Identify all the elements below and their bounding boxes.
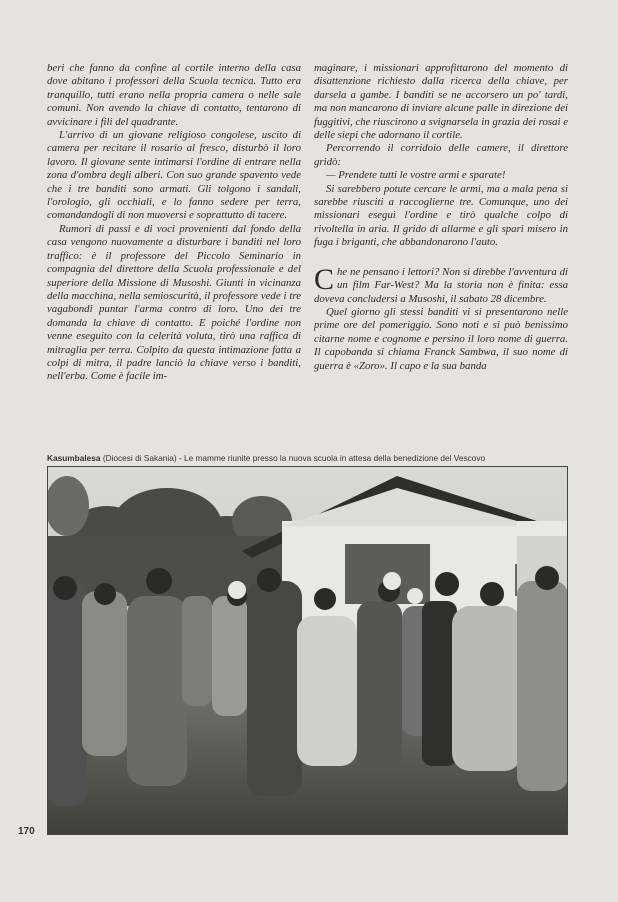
photograph: [47, 466, 568, 835]
page-number: 170: [18, 826, 35, 837]
caption-text: Le mamme riunite presso la nuova scuola in attesa della benedizione del Vescovo: [183, 453, 486, 463]
paragraph: maginare, i missionari approfittarono del momento di disattenzione richiesto dalla ricerca della chiave, per darsela a gambe. I banditi se ne accorsero un po' tardi, ma non mancarono di inviare alcune palle in direzione dei fuggitivi, che riuscirono a svignarsela in grazia dei rosai e delle siepi che adornano il cortile.: [314, 62, 568, 142]
text-column-left: [47, 62, 301, 384]
drop-cap: C: [314, 262, 335, 296]
caption-place: Kasumbalesa: [47, 453, 101, 463]
text-column-right: [314, 62, 568, 373]
paragraph: — Prendete tutti le vostre armi e sparate!: [326, 169, 506, 182]
paragraph: Rumori di passi e di voci provenienti dal fondo della casa vengono nuovamente a disturbare i banditi nel loro traffico: è il professore del Piccolo Seminario in compagnia del direttore della Scuola professionale e del superiore della Missione di Musoshi. Giunti in vicinanza della macchina, nella semioscurità, il professore vede i tre vagabondi puntar l'arma contro di loro. Uno dei tre domanda la chiave di contatto. E poiché l'ordine non venne eseguito con la celerità voluta, tirò una raffica di mitraglia per terra. Colpito da questa intimazione fatta a colpi di mitra, il padre lanciò la chiave verso i banditi, nell'erba. Come è facile im-: [47, 222, 301, 383]
paragraph: Percorrendo il corridoio delle camere, il direttore gridò:: [314, 142, 568, 168]
section-opening: [314, 262, 568, 306]
caption-diocese: (Diocesi di Sakania): [102, 453, 177, 463]
paragraph: beri che fanno da confine al cortile interno della casa dove abitano i professori della Scuola tecnica. Tutto era tranquillo, tutti erano nella propria camera o nelle sale comuni. Non avendo la chiave di contatto, tentarono di avvicinare i fili del quadrante.: [47, 62, 301, 128]
paragraph: he ne pensano i lettori? Non si direbbe l'avventura di un film Far-West? Ma la storia non è finita: essa doveva concludersi a Musoshi, il sabato 28 dicembre.: [314, 265, 568, 305]
paragraph: Si sarebbero potute cercare le armi, ma a mala pena si sarebbe riusciti a raccoglierne tre. Comunque, uno dei missionari eseguì l'ordine e tirò qualche colpo di rivoltella in aria. Il grido di allarme e gli spari misero in fuga i briganti, che abbandonarono l'auto.: [314, 182, 568, 249]
paragraph: Quel giorno gli stessi banditi vi si presentarono nelle prime ore del pomeriggio. Sono noti e si può benissimo citarne nome e cognome e persino il loro nome di guerra. Il capobanda si chiama Franck Sambwa, il suo nome di guerra è «Zoro». Il capo e la sua banda: [314, 305, 568, 372]
photo-caption: [47, 453, 577, 463]
caption-separator: -: [178, 453, 182, 463]
paragraph: L'arrivo di un giovane religioso congolese, uscito di camera per recitare il rosario al fresco, disturbò il loro lavoro. Il giovane sente intimarsi l'ordine di entrare nella zona d'ombra degli alberi. Con suo grande spavento vede che i tre banditi sono armati. Gli tolgono i sandali, l'orologio, gli occhiali, e lo fanno sedere per terra, comandandogli di non muoversi e soprattutto di tacere.: [47, 129, 301, 222]
photo-illustration: [47, 466, 568, 835]
